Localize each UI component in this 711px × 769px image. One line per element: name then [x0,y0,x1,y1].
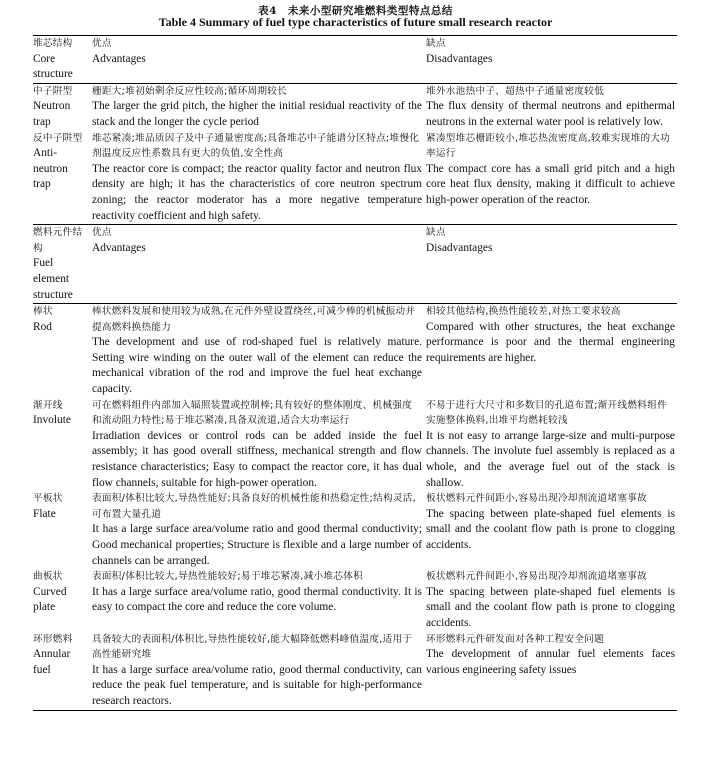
row-name-en: Neutron trap [33,100,71,128]
row-disadvantages [424,83,677,130]
advantages-cn: 具备较大的表面积/体积比,导热性能较好,能大幅降低燃料峰值温度,适用于高性能研究堆 [92,633,413,661]
row-disadvantages [424,569,677,631]
row-name-cn: 反中子阱型 [33,132,83,144]
disadvantages-cn: 板状燃料元件间距小,容易出现冷却剂流道堵塞事故 [426,493,648,505]
disadvantages-en: The development of annular fuel elements faces various engineering safety issues [426,648,675,676]
row-name-cn: 环形燃料 [33,633,73,645]
row-disadvantages [424,304,677,398]
disadvantages-cn: 环形燃料元件研发面对各种工程安全问题 [426,633,605,645]
header-text-cn: 优点 [92,38,112,49]
disadvantages-cn: 板状燃料元件间距小,容易出现冷却剂流道堵塞事故 [426,571,648,583]
disadvantages-en: The compact core has a small grid pitch and a high core heat flux density, making it difficult to achieve high-power operation of the reactor. [426,162,675,206]
advantages-cn: 堆芯紧凑;堆品质因子及中子通量密度高;具备堆芯中子能谱分区特点;堆慢化剂温度反应性系数具有更大的负值,安全性高 [92,132,420,160]
header-core-structure [33,36,90,84]
disadvantages-cn: 堆外水池热中子、超热中子通量密度较低 [426,85,605,97]
table-row [33,632,677,710]
row-advantages [90,632,424,710]
header-text-en: Fuel element structure [33,257,73,301]
table-row [33,398,677,492]
advantages-en: Irradiation devices or control rods can be added inside the fuel assembly; it has good overall stiffness, mechanical strength and flow resistance characteristics; Easy to compact the reactor core, it has dual flow channels, suitable for high-power operation. [92,429,422,489]
row-name [33,398,90,492]
disadvantages-cn: 紧凑型堆芯栅距较小,堆芯热流密度高,较难实现堆的大功率运行 [426,132,671,160]
header-text-cn: 燃料元件结构 [33,227,83,254]
row-disadvantages [424,398,677,492]
advantages-cn: 栅距大;堆初始剩余反应性较高;循环周期较长 [92,85,288,97]
advantages-en: It has a large surface area/volume ratio and good thermal conductivity; Good mechanical properties; Structure is flexible and a large number of channels can be arranged. [92,523,422,567]
table-row [33,83,677,130]
row-disadvantages [424,632,677,710]
row-advantages [90,83,424,130]
row-name-en: Anti-neutron trap [33,147,68,191]
advantages-cn: 可在燃料组件内部加入辐照装置或控制棒;具有较好的整体刚度、机械强度和流动阻力特性;易于堆芯紧凑,具备双流道,适合大功率运行 [92,399,413,427]
row-name-cn: 平板状 [33,493,63,505]
row-disadvantages [424,131,677,225]
fuel-characteristics-table [33,35,677,711]
row-name [33,131,90,225]
table-caption-en: Table 4 Summary of fuel type characteristics of future small research reactor [158,15,553,29]
disadvantages-en: It is not easy to arrange large-size and multi-purpose channels. The involute fuel assembly is replaced as a whole, and the average fuel out of the stack is shallow. [426,429,675,489]
row-name-en: Involute [33,414,71,427]
header-disadvantages [424,225,677,304]
disadvantages-cn: 相较其他结构,换热性能较差,对热工要求较高 [426,306,621,318]
table-row [33,131,677,225]
row-name-cn: 曲板状 [33,571,63,583]
row-name-en: Rod [33,320,52,333]
row-name [33,83,90,130]
disadvantages-en: Compared with other structures, the heat exchange performance is poor and the thermal engineering requirements are higher. [426,320,675,364]
header-text-cn: 缺点 [426,38,446,49]
advantages-en: The larger the grid pitch, the higher the initial residual reactivity of the stack and the longer the cycle period [92,100,422,128]
header-text-cn: 缺点 [426,227,446,239]
row-advantages [90,569,424,631]
row-name [33,304,90,398]
table-header-fuel [33,225,677,304]
header-advantages [90,225,424,304]
header-advantages [90,36,424,84]
row-disadvantages [424,491,677,569]
header-text-en: Disadvantages [426,52,493,65]
advantages-cn: 表面积/体积比较大,导热性能好;具备良好的机械性能和热稳定性;结构灵活,可布置大量孔道 [92,493,417,520]
row-name [33,632,90,710]
table-row [33,491,677,569]
row-advantages [90,398,424,492]
row-advantages [90,491,424,569]
header-text-cn: 堆芯结构 [33,38,73,49]
advantages-en: The development and use of rod-shaped fuel is relatively mature. Setting wire winding on the outer wall of the element can reduce the mechanical vibration of the rod and improve the fuel heat exchange capacity. [92,336,422,396]
table-header-core [33,36,677,84]
header-text-en: Advantages [92,241,146,254]
disadvantages-cn: 不易于进行大尺寸和多数目的孔道布置;渐开线燃料组件实施整体换料,出堆平均燃耗较浅 [426,399,667,427]
disadvantages-en: The spacing between plate-shaped fuel elements is small and the coolant flow path is prone to clogging accidents. [426,507,675,551]
row-name-cn: 渐开线 [33,399,63,411]
row-name-en: Flate [33,507,56,520]
header-text-en: Advantages [92,52,146,65]
table-row [33,569,677,631]
header-text-en: Core structure [33,52,73,81]
row-name [33,569,90,631]
advantages-cn: 棒状燃料发展和使用较为成熟,在元件外壁设置绕丝,可减少棒的机械振动并提高燃料换热能力 [92,306,416,333]
row-name-en: Curved plate [33,585,67,614]
row-name [33,491,90,569]
header-disadvantages [424,36,677,84]
advantages-en: The reactor core is compact; the reactor quality factor and neutron flux density are high; it has the characteristics of core neutron spectrum zoning; the reactor moderator has a more negative temperature reactivity coefficient and high safety. [92,162,422,222]
row-advantages [90,131,424,225]
advantages-en: It has a large surface area/volume ratio, good thermal conductivity. It is easy to compact the core and reduce the core volume. [92,585,422,614]
row-advantages [90,304,424,398]
header-fuel-element-structure [33,225,90,304]
advantages-cn: 表面积/体积比较大,导热性能较好;易于堆芯紧凑,减小堆芯体积 [92,571,364,583]
row-name-en: Annular fuel [33,648,71,676]
disadvantages-en: The flux density of thermal neutrons and epithermal neutrons in the external water pool is relatively low. [426,100,675,128]
row-name-cn: 中子阱型 [33,85,73,97]
disadvantages-en: The spacing between plate-shaped fuel elements is small and the coolant flow path is prone to clogging accidents. [426,585,675,629]
table-caption-cn: 表4 未来小型研究堆燃料类型特点总结 [258,5,453,17]
header-text-en: Disadvantages [426,241,493,254]
row-name-cn: 棒状 [33,306,53,318]
advantages-en: It has a large surface area/volume ratio, good thermal conductivity, can reduce the peak fuel temperature, and is suitable for high-performance research reactors. [92,663,422,707]
table-row [33,304,677,398]
header-text-cn: 优点 [92,227,112,239]
